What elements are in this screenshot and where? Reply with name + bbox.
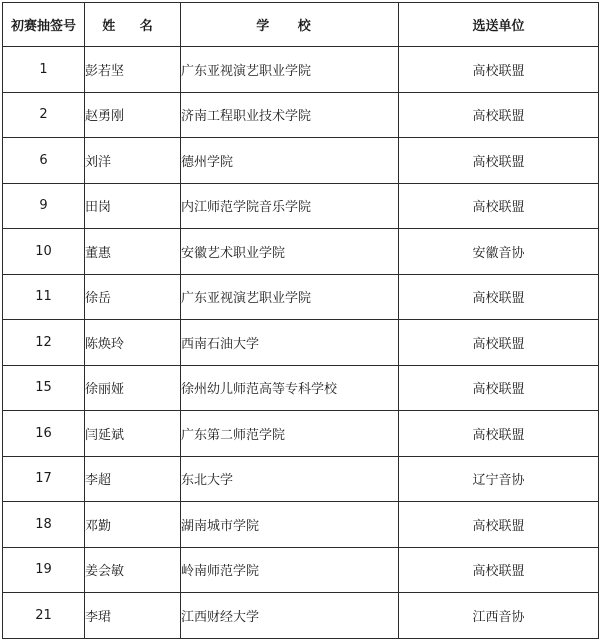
cell-school: 徐州幼儿师范高等专科学校 xyxy=(181,365,399,411)
cell-draw-number: 21 xyxy=(3,593,85,639)
cell-name: 彭若坚 xyxy=(85,47,181,93)
cell-name: 闫延斌 xyxy=(85,411,181,457)
cell-draw-number: 18 xyxy=(3,502,85,548)
cell-name: 邓勤 xyxy=(85,502,181,548)
cell-school: 江西财经大学 xyxy=(181,593,399,639)
cell-unit: 高校联盟 xyxy=(399,365,599,411)
table-row xyxy=(3,47,599,93)
cell-unit: 高校联盟 xyxy=(399,183,599,229)
cell-draw-number: 17 xyxy=(3,456,85,502)
cell-unit: 江西音协 xyxy=(399,593,599,639)
cell-draw-number: 10 xyxy=(3,229,85,275)
cell-unit: 高校联盟 xyxy=(399,92,599,138)
cell-school: 东北大学 xyxy=(181,456,399,502)
cell-draw-number: 6 xyxy=(3,138,85,184)
table-header-row xyxy=(3,3,599,47)
table-row xyxy=(3,456,599,502)
cell-unit: 高校联盟 xyxy=(399,502,599,548)
cell-draw-number: 12 xyxy=(3,320,85,366)
cell-draw-number: 9 xyxy=(3,183,85,229)
cell-school: 济南工程职业技术学院 xyxy=(181,92,399,138)
cell-unit: 高校联盟 xyxy=(399,138,599,184)
table-row xyxy=(3,411,599,457)
cell-school: 安徽艺术职业学院 xyxy=(181,229,399,275)
cell-name: 董惠 xyxy=(85,229,181,275)
cell-school: 湖南城市学院 xyxy=(181,502,399,548)
cell-draw-number: 1 xyxy=(3,47,85,93)
cell-name: 徐丽娅 xyxy=(85,365,181,411)
cell-unit: 高校联盟 xyxy=(399,547,599,593)
header-unit: 选送单位 xyxy=(399,3,599,47)
cell-name: 李超 xyxy=(85,456,181,502)
table-row xyxy=(3,593,599,639)
cell-school: 西南石油大学 xyxy=(181,320,399,366)
table-row xyxy=(3,320,599,366)
cell-unit: 高校联盟 xyxy=(399,47,599,93)
table-row xyxy=(3,229,599,275)
table-row xyxy=(3,502,599,548)
cell-unit: 辽宁音协 xyxy=(399,456,599,502)
cell-name: 李珺 xyxy=(85,593,181,639)
cell-school: 岭南师范学院 xyxy=(181,547,399,593)
contestant-table xyxy=(2,2,599,639)
cell-unit: 高校联盟 xyxy=(399,274,599,320)
table-row xyxy=(3,92,599,138)
table-row xyxy=(3,547,599,593)
cell-draw-number: 11 xyxy=(3,274,85,320)
cell-school: 广东第二师范学院 xyxy=(181,411,399,457)
cell-name: 陈焕玲 xyxy=(85,320,181,366)
cell-name: 田岗 xyxy=(85,183,181,229)
cell-school: 德州学院 xyxy=(181,138,399,184)
cell-name: 赵勇刚 xyxy=(85,92,181,138)
header-draw-number: 初赛抽签号 xyxy=(3,3,85,47)
cell-school: 广东亚视演艺职业学院 xyxy=(181,274,399,320)
cell-school: 内江师范学院音乐学院 xyxy=(181,183,399,229)
cell-draw-number: 2 xyxy=(3,92,85,138)
cell-unit: 高校联盟 xyxy=(399,320,599,366)
cell-name: 徐岳 xyxy=(85,274,181,320)
cell-name: 姜会敏 xyxy=(85,547,181,593)
cell-unit: 高校联盟 xyxy=(399,411,599,457)
cell-draw-number: 16 xyxy=(3,411,85,457)
cell-draw-number: 15 xyxy=(3,365,85,411)
cell-unit: 安徽音协 xyxy=(399,229,599,275)
cell-school: 广东亚视演艺职业学院 xyxy=(181,47,399,93)
cell-name: 刘洋 xyxy=(85,138,181,184)
table-row xyxy=(3,365,599,411)
cell-draw-number: 19 xyxy=(3,547,85,593)
table-row xyxy=(3,183,599,229)
header-name: 姓 名 xyxy=(85,3,181,47)
table-row xyxy=(3,138,599,184)
table-body xyxy=(3,47,599,639)
header-school: 学 校 xyxy=(181,3,399,47)
table-row xyxy=(3,274,599,320)
